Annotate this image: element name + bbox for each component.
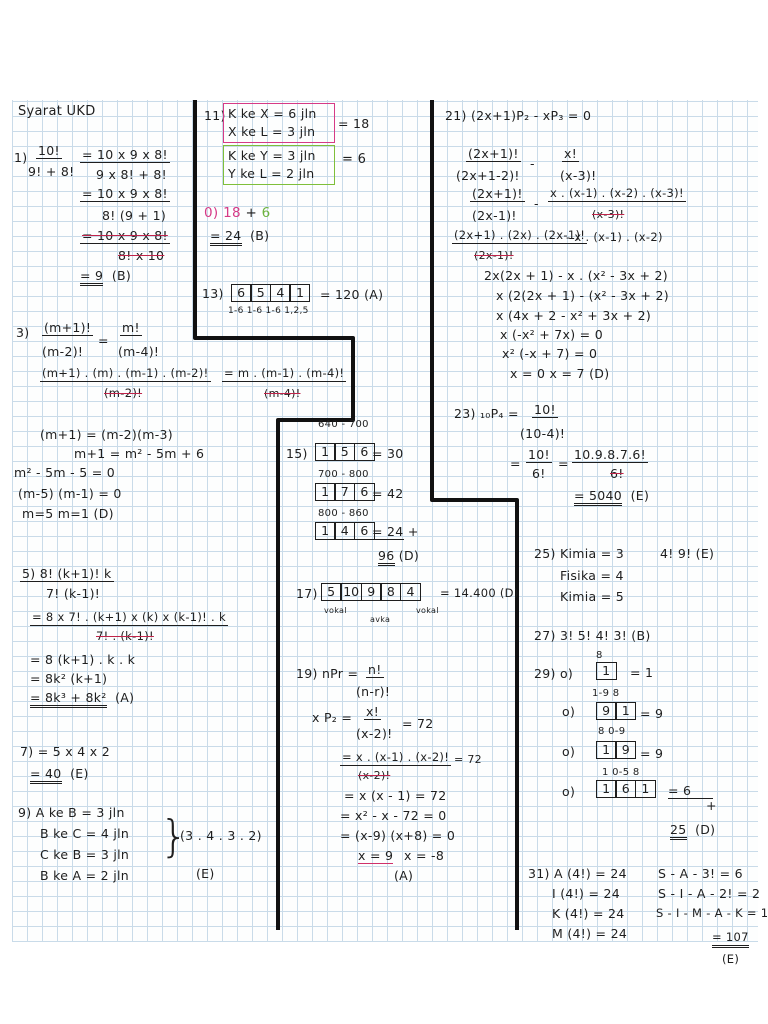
problem-19-line2-result: = 72 [402, 716, 434, 731]
problem-9-answer: (E) [196, 866, 215, 881]
problem-11-answer [210, 228, 269, 243]
problem-21-line9: x = 0 x = 7 (D) [510, 366, 610, 381]
problem-1-step1-numerator: = 10 x 9 x 8! [82, 147, 168, 162]
digit-box: 6 [231, 284, 252, 302]
digit-box: 8 [380, 583, 401, 601]
problem-21-a-numerator: (2x+1)! [468, 146, 519, 161]
problem-29-option-2: o) [562, 704, 576, 719]
problem-29-top-2: 1-9 8 [592, 688, 620, 699]
problem-11-sum-b: 6 [261, 205, 271, 221]
digit-box: 4 [400, 583, 421, 601]
problem-23-denominator-1: (10-4)! [520, 426, 566, 441]
problem-3-line6: (m-5) (m-1) = 0 [18, 486, 122, 501]
problem-27-line1: 27) 3! 5! 4! 3! (B) [534, 628, 651, 643]
problem-11-route-c: K ke Y = 3 jln [228, 148, 316, 163]
problem-1-answer-letter: (B) [111, 268, 132, 283]
problem-11-route-d: Y ke L = 2 jln [228, 166, 315, 181]
problem-13-ranges: 1-6 1-6 1-6 1,2,5 [228, 306, 309, 316]
problem-23-line1: 23) ₁₀P₄ = [454, 406, 519, 421]
problem-5-answer-letter: (A) [115, 690, 135, 705]
problem-19-line3-result: = 72 [454, 753, 482, 766]
digit-box: 5 [250, 284, 271, 302]
problem-1-numerator: 10! [38, 143, 60, 158]
digit-box: 9 [361, 583, 382, 601]
problem-3-right-denominator: (m-4)! [118, 344, 160, 359]
problem-11-answer-letter: (B) [250, 228, 270, 243]
problem-29-top-3: 8 0-9 [598, 726, 626, 737]
problem-17-label-vokal-1: vokal [324, 606, 347, 615]
problem-19-line3-den: (x-2)! [358, 769, 391, 782]
problem-11-answer-value: = 24 [210, 228, 242, 246]
problem-19-root-2: x = -8 [404, 848, 445, 863]
digit-box: 9 [615, 741, 636, 759]
problem-21-b-right-numerator: x . (x-1) . (x-2) . (x-3)! [550, 186, 684, 200]
problem-31-line-b: I (4!) = 24 [552, 886, 621, 901]
digit-box: 1 [315, 522, 336, 540]
problem-5-denominator: 7! (k-1)! [46, 586, 101, 601]
problem-1-step3-numerator: = 10 x 9 x 8! [82, 228, 168, 243]
problem-21-c-numerator: (2x+1) . (2x) . (2x-1)! [454, 228, 586, 242]
problem-15-range-2: 700 - 800 [318, 469, 369, 480]
problem-3-line4: m+1 = m² - 5m + 6 [74, 446, 205, 461]
problem-7-answer [30, 766, 89, 781]
problem-31-line-c: K (4!) = 24 [552, 906, 625, 921]
problem-1-denominator: 9! + 8! [28, 164, 75, 179]
problem-1-number: 1) [14, 150, 28, 165]
problem-5-answer-value: = 8k³ + 8k² [30, 690, 107, 708]
problem-13-number: 13) [202, 286, 224, 301]
problem-21-line8: x² (-x + 7) = 0 [502, 346, 598, 361]
problem-25-result: 4! 9! (E) [660, 546, 715, 561]
problem-21-line5: x (2(2x + 1) - (x² - 3x + 2) [496, 288, 669, 303]
problem-21-b-right-denominator: (x-3)! [592, 208, 625, 221]
problem-3-line3: (m+1) = (m-2)(m-3) [40, 427, 173, 442]
problem-15-total [378, 548, 419, 563]
problem-11-sum-plus: + [245, 205, 258, 221]
digit-box: 7 [334, 483, 355, 501]
problem-5-line5 [30, 690, 134, 705]
problem-9-line4: B ke A = 2 jln [40, 868, 129, 883]
problem-1-answer-value: = 9 [80, 268, 103, 286]
problem-15-number: 15) [286, 446, 308, 461]
problem-25-line3: Kimia = 5 [560, 589, 625, 604]
problem-11-sum-number: 0) [204, 205, 219, 221]
problem-21-a-right-numerator: x! [564, 146, 578, 161]
problem-7-line1: 7) = 5 x 4 x 2 [20, 744, 110, 759]
problem-3-expanded-right: = m . (m-1) . (m-4)! [224, 366, 345, 380]
problem-1-step2-numerator: = 10 x 9 x 8! [82, 186, 168, 201]
problem-1-step1-denominator: 9 x 8! + 8! [96, 167, 167, 182]
digit-box: 5 [321, 583, 342, 601]
problem-23-eq-1: = [510, 456, 521, 471]
problem-17-label-vokal-2: vokal [416, 606, 439, 615]
problem-5-line2: = 8 x 7! . (k+1) x (k) x (k-1)! . k [32, 610, 226, 624]
problem-21-a-minus: - [530, 156, 535, 171]
problem-9-brace: } [160, 811, 189, 862]
page-title: Syarat UKD [18, 104, 96, 119]
digit-box: 4 [270, 284, 291, 302]
problem-21-b-minus: - [534, 196, 539, 211]
problem-15-total-value: 96 [378, 548, 395, 566]
problem-15-answer-3-value: = 24 [372, 524, 404, 539]
problem-17-number: 17) [296, 586, 318, 601]
problem-3-expanded-right-den: (m-4)! [264, 387, 301, 400]
problem-11-result-b: = 6 [342, 152, 367, 167]
problem-19-line2-numerator: x! [366, 704, 380, 719]
problem-15-boxes-1 [316, 443, 375, 461]
problem-17-boxes [322, 583, 421, 601]
problem-21-line1: 21) (2x+1)P₂ - xP₃ = 0 [445, 108, 592, 123]
problem-3-left-denominator: (m-2)! [42, 344, 84, 359]
problem-5-line2-den: 7! . (k-1)! [96, 629, 154, 643]
problem-31-line-g: S - I - M - A - K = 1 [656, 906, 768, 920]
problem-31-line-d: M (4!) = 24 [552, 926, 628, 941]
problem-29-top-4: 1 0-5 8 [602, 767, 640, 778]
digit-box: 1 [596, 780, 617, 798]
problem-9-line1: 9) A ke B = 3 jln [18, 805, 125, 820]
digit-box: 1 [315, 443, 336, 461]
problem-3-line5: m² - 5m - 5 = 0 [14, 465, 116, 480]
problem-29-top-1: 8 [596, 650, 603, 661]
problem-29-total [670, 822, 715, 837]
problem-15-total-letter: (D) [398, 548, 420, 563]
problem-5-line3: = 8 (k+1) . k . k [30, 652, 136, 667]
digit-box: 1 [635, 780, 656, 798]
problem-21-line4: 2x(2x + 1) - x . (x² - 3x + 2) [484, 268, 668, 283]
problem-31-line-e: S - A - 3! = 6 [658, 866, 743, 881]
problem-21-a-right-denominator: (x-3)! [560, 168, 597, 183]
digit-box: 6 [354, 443, 375, 461]
problem-23-numerator-2: 10! [528, 447, 550, 462]
digit-box: 5 [334, 443, 355, 461]
problem-29-plus: + [706, 798, 717, 813]
problem-23-answer-value: = 5040 [574, 488, 622, 506]
digit-box: 9 [596, 702, 617, 720]
problem-31-total: = 107 [712, 930, 749, 948]
problem-9-line2: B ke C = 4 jln [40, 826, 130, 841]
problem-21-line6: x (4x + 2 - x² + 3x + 2) [496, 308, 652, 323]
digit-box: 6 [354, 483, 375, 501]
problem-29-boxes-3 [597, 741, 636, 759]
problem-5-numerator: 5) 8! (k+1)! k [22, 566, 112, 581]
problem-29-boxes-4 [597, 780, 656, 798]
digit-box: 6 [615, 780, 636, 798]
problem-11-sum-a: 18 [223, 205, 241, 221]
problem-21-b-denominator: (2x-1)! [472, 208, 517, 223]
problem-3-left-numerator: (m+1)! [44, 320, 92, 335]
problem-19-root-1: x = 9 [358, 848, 394, 863]
problem-1-step3-denominator: 8! x 10 [118, 248, 165, 263]
problem-31-line-a: 31) A (4!) = 24 [528, 866, 627, 881]
digit-box: 1 [289, 284, 310, 302]
problem-29-option-3: o) [562, 744, 576, 759]
problem-25-line2: Fisika = 4 [560, 568, 624, 583]
problem-21-c-right: - x . (x-1) . (x-2) [566, 230, 663, 244]
digit-box: 6 [354, 522, 375, 540]
problem-29-answer-3: = 9 [640, 746, 664, 761]
problem-15-boxes-3 [316, 522, 375, 540]
problem-23-eq-2: = [558, 456, 569, 471]
problem-15-answer-3 [372, 524, 419, 539]
problem-5-line4: = 8k² (k+1) [30, 671, 108, 686]
problem-19-line4: = x (x - 1) = 72 [344, 788, 447, 803]
problem-15-range-1: 640 - 700 [318, 419, 369, 430]
problem-19-line1: 19) nPr = [296, 666, 359, 681]
problem-15-answer-2: = 42 [372, 486, 404, 501]
problem-13-boxes [232, 284, 310, 302]
problem-7-answer-value: = 40 [30, 766, 62, 784]
problem-19-answer: (A) [394, 868, 414, 883]
problem-19-line1-numerator: n! [368, 662, 382, 677]
problem-17-label-middle: avka [370, 615, 391, 624]
digit-box: 1 [596, 662, 617, 680]
problem-21-c-denominator: (2x-1)! [474, 249, 514, 262]
problem-29-boxes-1 [597, 662, 617, 680]
digit-box: 10 [340, 583, 362, 601]
problem-21-line7: x (-x² + 7x) = 0 [500, 327, 603, 342]
problem-3-line7: m=5 m=1 (D) [22, 506, 114, 521]
problem-1-answer [80, 268, 131, 283]
problem-3-right-numerator: m! [122, 320, 140, 335]
problem-29-answer-4: = 6 [668, 783, 713, 799]
problem-23-numerator-1: 10! [534, 402, 556, 417]
problem-15-plus: + [407, 524, 419, 539]
problem-21-b-numerator: (2x+1)! [472, 186, 523, 201]
problem-3-expanded-left-den: (m-2)! [104, 386, 143, 400]
problem-9-line3: C ke B = 3 jln [40, 847, 130, 862]
problem-19-line3: = x . (x-1) . (x-2)! [342, 750, 450, 764]
problem-13-answer: = 120 (A) [320, 287, 384, 302]
problem-21-a-denominator: (2x+1-2)! [456, 168, 520, 183]
problem-15-answer-1: = 30 [372, 446, 404, 461]
digit-box: 1 [596, 741, 617, 759]
problem-3-number: 3) [16, 325, 30, 340]
problem-11-number: 11) [204, 108, 226, 123]
digit-box: 1 [315, 483, 336, 501]
problem-15-range-3: 800 - 860 [318, 508, 369, 519]
problem-7-answer-letter: (E) [70, 766, 89, 781]
problem-29-option-4: o) [562, 784, 576, 799]
problem-19-line5: = x² - x - 72 = 0 [340, 808, 447, 823]
problem-31-line-f: S - I - A - 2! = 2 [658, 886, 761, 901]
problem-19-line1-denominator: (n-r)! [356, 684, 391, 699]
problem-23-answer [574, 488, 649, 503]
problem-19-line6: = (x-9) (x+8) = 0 [340, 828, 456, 843]
problem-1-step2-denominator: 8! (9 + 1) [102, 208, 167, 223]
problem-11-result-a: = 18 [338, 116, 370, 131]
problem-11-route-b: X ke L = 3 jln [228, 124, 316, 139]
problem-23-denominator-3: 6! [610, 466, 624, 481]
problem-11-sum [204, 206, 271, 221]
problem-3-equals: = [98, 333, 109, 348]
problem-17-answer: = 14.400 (D) [440, 586, 519, 600]
problem-29-boxes-2 [597, 702, 636, 720]
problem-29-total-value: 25 [670, 822, 687, 840]
problem-3-expanded-left: (m+1) . (m) . (m-1) . (m-2)! [42, 366, 209, 380]
problem-29-number: 29) o) [534, 666, 574, 681]
problem-19-line2-denominator: (x-2)! [356, 726, 393, 741]
problem-29-total-letter: (D) [695, 822, 716, 837]
problem-9-calculation: (3 . 4 . 3 . 2) [180, 828, 262, 843]
digit-box: 1 [615, 702, 636, 720]
problem-31-total-letter: (E) [722, 952, 740, 966]
problem-23-denominator-2: 6! [532, 466, 546, 481]
problem-29-answer-2: = 9 [640, 706, 664, 721]
problem-29-answer-1: = 1 [630, 665, 654, 680]
problem-11-route-a: K ke X = 6 jln [228, 106, 317, 121]
problem-25-line1: 25) Kimia = 3 [534, 546, 625, 561]
problem-19-line2: x P₂ = [312, 710, 353, 725]
problem-23-numerator-3: 10.9.8.7.6! [574, 447, 646, 462]
problem-15-boxes-2 [316, 483, 375, 501]
digit-box: 4 [334, 522, 355, 540]
problem-23-answer-letter: (E) [630, 488, 650, 503]
